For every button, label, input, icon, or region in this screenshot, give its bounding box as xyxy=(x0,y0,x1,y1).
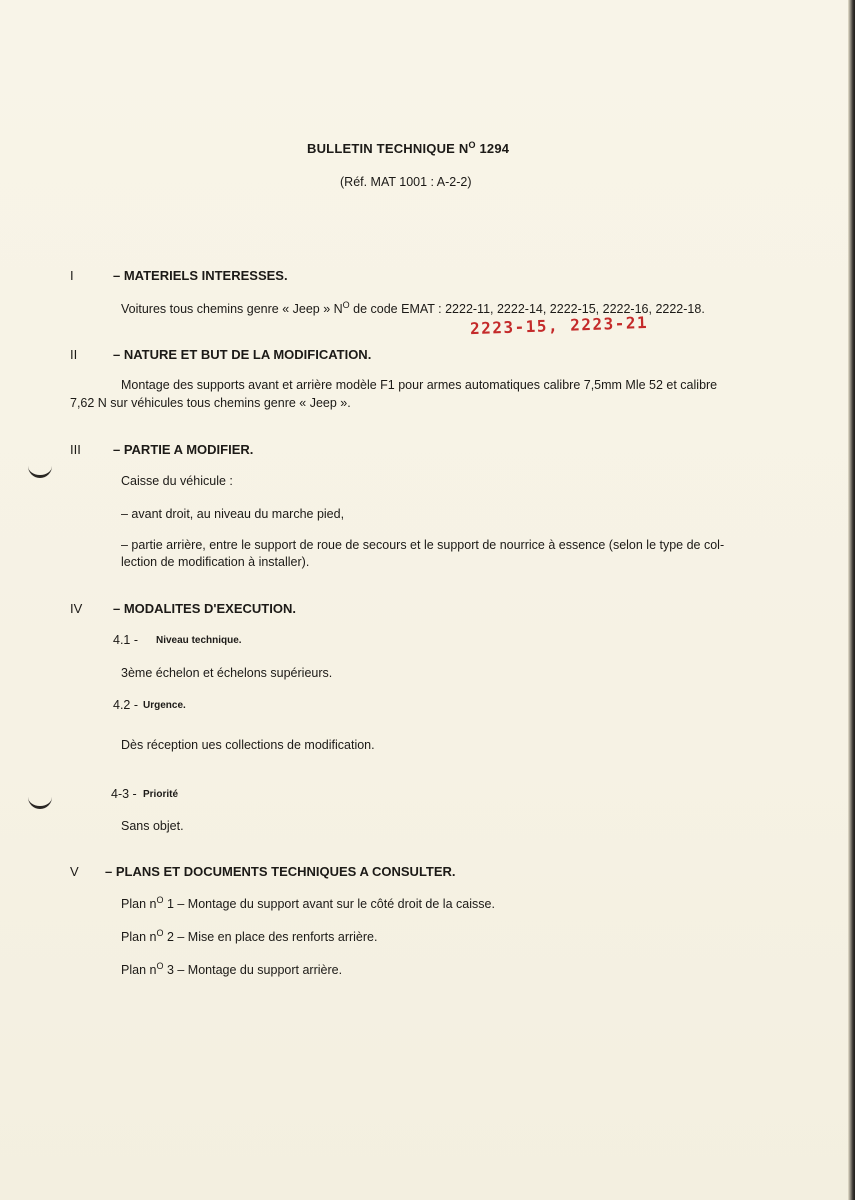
plan-1-superscript: O xyxy=(156,895,164,905)
section-3-item-2-line-2: lection de modification à installer). xyxy=(121,555,310,569)
section-3-numeral: III xyxy=(70,442,81,457)
subsection-4-1-number: 4.1 - xyxy=(113,633,139,647)
section-2-numeral: II xyxy=(70,347,78,362)
section-3-heading: – PARTIE A MODIFIER. xyxy=(113,442,254,457)
section-4-heading: – MODALITES D'EXECUTION. xyxy=(113,601,296,616)
section-3-item-1: – avant droit, au niveau du marche pied, xyxy=(121,507,345,521)
title-superscript: O xyxy=(468,140,476,150)
punch-hole-bottom xyxy=(28,788,52,809)
plan-2 xyxy=(121,928,377,944)
subsection-4-2-title: Urgence. xyxy=(143,700,186,711)
bulletin-title-text: BULLETIN TECHNIQUE N xyxy=(307,141,469,156)
plan-2-prefix: Plan n xyxy=(121,930,157,944)
subsection-4-3-number: 4-3 - xyxy=(111,787,137,801)
section-4-numeral: IV xyxy=(70,601,83,616)
plan-1 xyxy=(121,895,495,911)
vehicles-text-a: Voitures tous chemins genre « Jeep » N xyxy=(121,302,343,316)
vehicles-superscript: O xyxy=(342,300,350,310)
section-1-heading: – MATERIELS INTERESSES. xyxy=(113,268,288,283)
vehicles-text-b: de code EMAT : 2222-11, 2222-14, 2222-15, 2222-16, 2222-18. xyxy=(349,302,705,316)
section-2-line-2: 7,62 N sur véhicules tous chemins genre « Jeep ». xyxy=(70,396,351,410)
plan-2-text: 2 – Mise en place des renforts arrière. xyxy=(163,930,378,944)
punch-hole-top xyxy=(28,457,52,478)
bulletin-number: 1294 xyxy=(479,141,510,156)
plan-3-prefix: Plan n xyxy=(121,963,157,977)
handwritten-annotation: 2223-15, 2223-21 xyxy=(469,312,649,339)
subsection-4-3-title: Priorité xyxy=(143,789,179,800)
plan-3 xyxy=(121,961,342,977)
reference-line: (Réf. MAT 1001 : A-2-2) xyxy=(340,175,472,189)
subsection-4-2-number: 4.2 - xyxy=(113,698,139,712)
section-5-numeral: V xyxy=(70,864,79,879)
section-3-intro: Caisse du véhicule : xyxy=(121,474,233,488)
page-edge-shadow xyxy=(848,0,855,1200)
subsection-4-3-text: Sans objet. xyxy=(121,819,184,833)
section-2-line-1: Montage des supports avant et arrière modèle F1 pour armes automatiques calibre 7,5mm Mle 52 et calibre xyxy=(121,378,718,392)
plan-1-prefix: Plan n xyxy=(121,897,157,911)
plan-3-superscript: O xyxy=(156,961,164,971)
section-2-heading: – NATURE ET BUT DE LA MODIFICATION. xyxy=(113,347,372,362)
section-5-heading: – PLANS ET DOCUMENTS TECHNIQUES A CONSULTER. xyxy=(105,864,456,879)
subsection-4-1-text: 3ème échelon et échelons supérieurs. xyxy=(121,666,333,680)
plan-2-superscript: O xyxy=(156,928,164,938)
plan-1-text: 1 – Montage du support avant sur le côté droit de la caisse. xyxy=(163,897,495,911)
section-3-item-2-line-1: – partie arrière, entre le support de roue de secours et le support de nourrice à essence (selon le type de col- xyxy=(121,538,725,552)
bulletin-title xyxy=(307,140,509,156)
subsection-4-2-text: Dès réception ues collections de modification. xyxy=(121,738,375,752)
plan-3-text: 3 – Montage du support arrière. xyxy=(163,963,343,977)
section-1-numeral: I xyxy=(70,268,74,283)
subsection-4-1-title: Niveau technique. xyxy=(156,635,242,646)
